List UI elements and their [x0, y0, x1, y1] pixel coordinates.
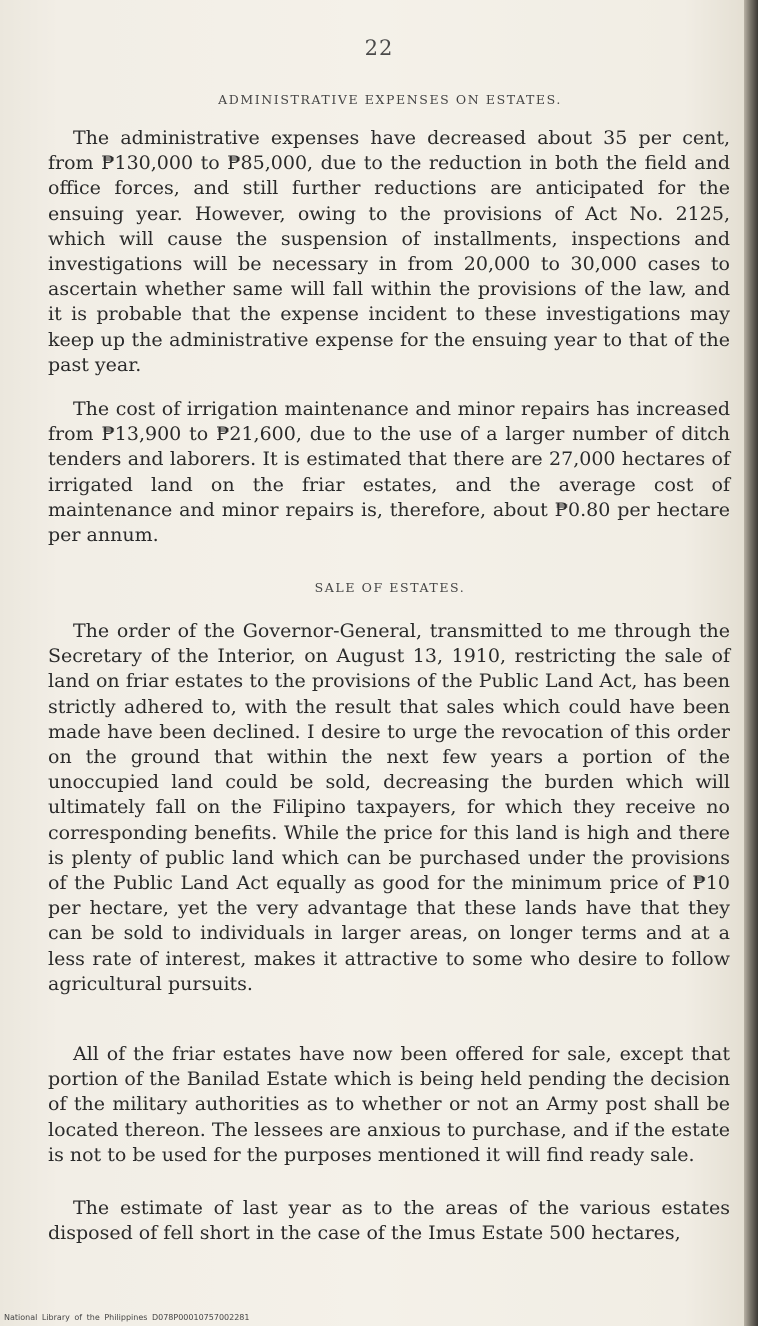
page-number: 22	[364, 36, 394, 60]
page-edge-shadow	[744, 0, 758, 1326]
paragraph-banilad-estate: All of the friar estates have now been offered for sale, except that portion of the Banilad Estate which is being held pending the decision of the military authorities as to whether or not an Army post shall be located thereon. The lessees are anxious to purchase, and if the estate is not to be used for the purposes mentioned it will find ready sale.	[48, 1043, 730, 1166]
paragraph-irrigation-maintenance: The cost of irrigation maintenance and minor repairs has increased from ₱13,900 to ₱21,600, due to the use of a larger number of ditch tenders and laborers. It is estimated that there are 27,000 hectares of irrigated land on the friar estates, and the average cost of maintenance and minor repairs is, therefore, about ₱0.80 per hectare per annum.	[48, 398, 730, 547]
paragraph-governor-general-order: The order of the Governor-General, transmitted to me through the Secretary of the Interior, on August 13, 1910, restricting the sale of land on friar estates to the provisions of the Public Land Act, has been strictly adhered to, with the result that sales which could have been made have been declined. I desire to urge the revocation of this order on the ground that within the next few years a portion of the unoccupied land could be sold, decreasing the burden which will ultimately fall on the Filipino taxpayers, for which they receive no corresponding benefits. While the price for this land is high and there is plenty of public land which can be purchased under the provisions of the Public Land Act equally as good for the minimum price of ₱10 per hectare, yet the very advantage that these lands have that they can be sold to individuals in larger areas, on longer terms and at a less rate of interest, makes it attractive to some who desire to follow agricultural pursuits.	[48, 620, 730, 995]
paragraph-administrative-expenses: The administrative expenses have decreased about 35 per cent, from ₱130,000 to ₱85,000, due to the reduction in both the field and office forces, and still further reductions are anticipated for the ensuing year. However, owing to the provisions of Act No. 2125, which will cause the suspension of installments, inspections and investigations will be necessary in from 20,000 to 30,000 cases to ascertain whether same will fall within the provisions of the law, and it is probable that the expense incident to these investigations may keep up the administrative expense for the ensuing year to that of the past year.	[48, 127, 730, 376]
paragraph-imus-estate: The estimate of last year as to the areas of the various estates disposed of fell short in the case of the Imus Estate 500 hectares,	[48, 1197, 730, 1245]
section-heading-administrative-expenses: ADMINISTRATIVE EXPENSES ON ESTATES.	[218, 92, 562, 107]
section-heading-sale-of-estates: SALE OF ESTATES.	[314, 580, 466, 595]
library-footer: National Library of the Philippines D078P00010757002281	[4, 1313, 250, 1322]
